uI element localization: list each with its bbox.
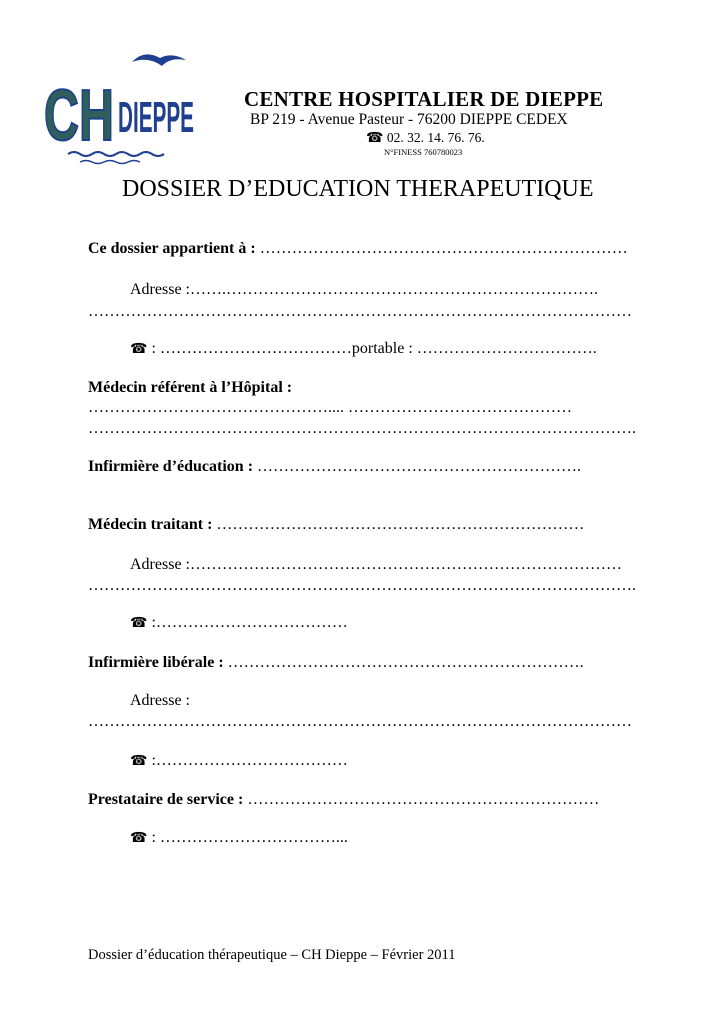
provider-phone-sep: : — [147, 829, 160, 846]
logo-graphic — [40, 44, 200, 168]
treating-doctor-line[interactable] — [88, 516, 584, 534]
treating-doctor-label: Médecin traitant : — [88, 516, 213, 533]
phone-icon: ☎ — [366, 130, 384, 146]
logo-dieppe: DIEPPE — [118, 93, 194, 142]
liberal-phone-sep: : — [147, 752, 156, 769]
owner-label: Ce dossier appartient à : — [88, 240, 256, 257]
treating-doctor-field[interactable]: …………………………………………………………… — [212, 516, 585, 533]
owner-field[interactable]: …………………………………………………………… — [259, 240, 628, 257]
service-provider-line[interactable] — [88, 791, 599, 809]
service-provider-field[interactable]: ………………………………………………………… — [243, 791, 600, 808]
liberal-nurse-label: Infirmière libérale : — [88, 654, 224, 671]
seagull-icon — [132, 54, 186, 66]
hospital-finess: N°FINESS 760780023 — [384, 147, 463, 157]
phone-icon: ☎ — [130, 341, 148, 357]
logo-ch: CH — [44, 76, 114, 156]
hospital-address: BP 219 - Avenue Pasteur - 76200 DIEPPE CEDEX — [250, 111, 568, 128]
owner-portable-label: portable : — [351, 340, 413, 357]
owner-portable-field[interactable]: ……………………………. — [412, 340, 597, 357]
provider-phone-field[interactable]: ……………………………... — [159, 829, 348, 846]
hospital-logo — [40, 44, 200, 168]
service-provider-label: Prestataire de service : — [88, 791, 244, 808]
liberal-address-label: Adresse : — [130, 692, 190, 709]
liberal-nurse-line[interactable] — [88, 654, 584, 672]
hospital-phone — [366, 130, 485, 146]
hospital-doctor-field-2[interactable]: …………………………………………………………………………………………. — [88, 420, 636, 437]
treating-phone-field[interactable]: ……………………………… — [155, 614, 348, 631]
owner-phone-sep: : — [147, 340, 160, 357]
education-nurse-field[interactable]: ……………………………………………………. — [253, 458, 582, 475]
owner-address-field-2[interactable]: ………………………………………………………………………………………… — [88, 303, 632, 320]
treating-phone-line[interactable] — [130, 614, 348, 632]
treating-address-label: Adresse : — [130, 556, 190, 573]
education-nurse-line[interactable] — [88, 458, 581, 476]
education-nurse-label: Infirmière d’éducation : — [88, 458, 254, 475]
owner-line[interactable] — [88, 240, 628, 258]
owner-address-label: Adresse : — [130, 281, 190, 298]
phone-icon: ☎ — [130, 830, 148, 846]
provider-phone-line[interactable] — [130, 829, 348, 847]
phone-icon: ☎ — [130, 753, 148, 769]
owner-phone-field[interactable]: ……………………………… — [159, 340, 352, 357]
hospital-doctor-field-1[interactable]: ……………………………………….... …………………………………… — [88, 399, 572, 416]
hospital-name: CENTRE HOSPITALIER DE DIEPPE — [244, 87, 604, 111]
hospital-doctor-label: Médecin référent à l’Hôpital : — [88, 379, 293, 396]
owner-address-line[interactable] — [130, 281, 598, 299]
liberal-phone-line[interactable] — [130, 752, 348, 770]
treating-address-field-2[interactable]: …………………………………………………………………………………………. — [88, 577, 636, 594]
treating-phone-sep: : — [147, 614, 156, 631]
treating-address-field[interactable]: ……………………………………………………………………… — [189, 556, 622, 573]
liberal-address-field[interactable]: ………………………………………………………………………………………… — [88, 713, 632, 730]
hospital-phone-number: 02. 32. 14. 76. 76. — [386, 130, 485, 145]
owner-address-field[interactable]: …….……………………………………………………………. — [189, 281, 598, 298]
liberal-nurse-field[interactable]: …………………………………………………………. — [223, 654, 584, 671]
phone-icon: ☎ — [130, 615, 148, 631]
treating-address-line[interactable] — [130, 556, 622, 574]
document-title: DOSSIER D’EDUCATION THERAPEUTIQUE — [122, 176, 594, 202]
page-footer: Dossier d’éducation thérapeutique – CH Dieppe – Février 2011 — [88, 947, 456, 963]
liberal-phone-field[interactable]: ……………………………… — [155, 752, 348, 769]
owner-phone-line[interactable] — [130, 340, 597, 358]
